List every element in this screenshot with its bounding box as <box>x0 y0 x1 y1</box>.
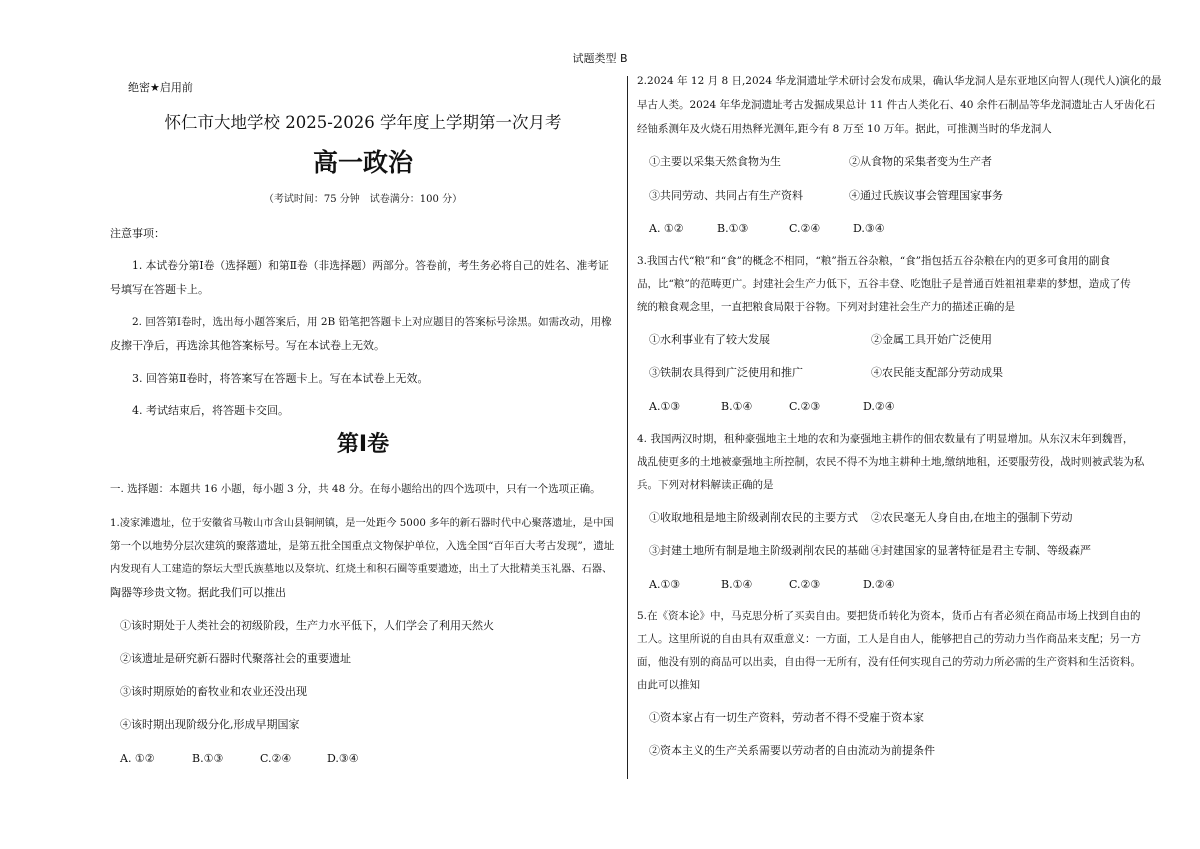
q3-statement-2: ②金属工具开始广泛使用 <box>871 333 992 346</box>
q1-option-c: C.②④ <box>260 752 292 765</box>
exam-info: （考试时间：75 分钟 试卷满分：100 分） <box>263 194 463 205</box>
q5-line2: 工人。这里所说的自由具有双重意义：一方面，工人是自由人，能够把自己的劳动力当作商品来支配；另一方 <box>637 633 1141 645</box>
q1-option-a: A. ①② <box>120 752 155 765</box>
exam-title: 怀仁市大地学校 2025-2026 学年度上学期第一次月考 <box>164 113 562 132</box>
q3-option-b: B.①④ <box>721 400 753 413</box>
q2-option-b: B.①③ <box>717 222 749 235</box>
confidential-label: 绝密★启用前 <box>128 81 193 94</box>
notice-title: 注意事项： <box>110 227 165 240</box>
q1-line3: 内发现有人工建造的祭坛大型氏族墓地以及祭坑、红烧土和积石圈等重要遗迹，出土了大批精美玉礼器、石器、 <box>110 563 613 575</box>
q2-line2: 早古人类。2024 年华龙洞遗址考古发掘成果总计 11 件古人类化石、40 余件石制品等华龙洞遗址古人牙齿化石 <box>637 99 1156 111</box>
q1-option-d: D.③④ <box>327 752 359 765</box>
q5-line3: 面，他没有别的商品可以出卖，自由得一无所有，没有任何实现自己的劳动力所必需的生产资料和生活资料。 <box>637 656 1141 668</box>
q1-line1: 1.凌家滩遗址，位于安徽省马鞍山市含山县铜闸镇，是一处距今 5000 多年的新石器时代中心聚落遗址，是中国 <box>110 517 614 529</box>
notice-4: 4. 考试结束后，将答题卡交回。 <box>132 404 289 417</box>
q4-statement-4: ④封建国家的显著特征是君主专制、等级森严 <box>871 544 1091 557</box>
q3-statement-3: ③铁制农具得到广泛使用和推广 <box>649 366 803 379</box>
subject-title: 高一政治 <box>312 148 413 177</box>
q3-option-d: D.②④ <box>863 400 895 413</box>
q3-line3: 统的粮食观念里，一直把粮食局限于谷物。下列对封建社会生产力的描述正确的是 <box>637 301 1015 313</box>
paper-type-label: 试题类型 B <box>572 52 628 65</box>
notice-1-line1: 1. 本试卷分第Ⅰ卷（选择题）和第Ⅱ卷（非选择题）两部分。答卷前，考生务必将自己的姓名、准考证 <box>132 259 609 272</box>
q1-statement-3: ③该时期原始的畜牧业和农业还没出现 <box>120 685 307 698</box>
q2-option-a: A. ①② <box>649 222 684 235</box>
q4-statement-3: ③封建土地所有制是地主阶级剥削农民的基础 <box>649 544 869 557</box>
q2-line3: 经铀系测年及火烧石用热释光测年,距今有 8 万至 10 万年。据此，可推测当时的华龙洞人 <box>637 123 1052 135</box>
q3-line2: 品，比“粮”的范畴更广。封建社会生产力低下，五谷丰登、吃饱肚子是普通百姓祖祖辈辈的梦想，造成了传 <box>637 278 1131 290</box>
q4-line2: 战乱使更多的土地被豪强地主所控制，农民不得不为地主耕种土地,缴纳地租，还要服劳役，战时则被武装为私 <box>637 456 1145 468</box>
q1-line2: 第一个以地势分层次建筑的聚落遗址，是第五批全国重点文物保护单位，入选全国“百年百大考古发现”，遗址 <box>110 540 615 552</box>
notice-1-line2: 号填写在答题卡上。 <box>110 283 209 296</box>
q3-option-a: A.①③ <box>649 400 681 413</box>
q2-statement-4: ④通过氏族议事会管理国家事务 <box>849 189 1003 202</box>
q5-line4: 由此可以推知 <box>637 679 700 691</box>
notice-3: 3. 回答第Ⅱ卷时，将答案写在答题卡上。写在本试卷上无效。 <box>132 372 429 385</box>
q2-option-d: D.③④ <box>853 222 885 235</box>
q4-statement-1: ①收取地租是地主阶级剥削农民的主要方式 <box>649 511 858 524</box>
q1-statement-1: ①该时期处于人类社会的初级阶段，生产力水平低下，人们学会了利用天然火 <box>120 619 494 632</box>
q4-statement-2: ②农民毫无人身自由,在地主的强制下劳动 <box>871 511 1073 524</box>
q2-line1: 2.2024 年 12 月 8 日,2024 华龙洞遗址学术研讨会发布成果，确认华龙洞人是东亚地区向智人(现代人)演化的最 <box>637 75 1162 87</box>
q4-option-a: A.①③ <box>649 578 681 591</box>
q4-line1: 4. 我国两汉时期，租种豪强地主土地的农和为豪强地主耕作的佃农数量有了明显增加。从东汉末年到魏晋， <box>637 433 1134 445</box>
q4-line3: 兵。下列对材料解读正确的是 <box>637 479 774 491</box>
column-divider <box>627 76 628 779</box>
volume-title: 第Ⅰ卷 <box>336 432 390 457</box>
q3-option-c: C.②③ <box>789 400 821 413</box>
q3-line1: 3.我国古代“粮”和“食”的概念不相同，“粮”指五谷杂粮，“食”指包括五谷杂粮在内的更多可食用的副食 <box>637 255 1110 267</box>
notice-2-line2: 皮擦干净后，再选涂其他答案标号。写在本试卷上无效。 <box>110 339 385 352</box>
q2-option-c: C.②④ <box>789 222 821 235</box>
q1-statement-4: ④该时期出现阶级分化,形成早期国家 <box>120 718 300 731</box>
q4-option-d: D.②④ <box>863 578 895 591</box>
section-heading: 一. 选择题：本题共 16 小题，每小题 3 分，共 48 分。在每小题给出的四个选项中，只有一个选项正确。 <box>110 483 601 495</box>
q4-option-c: C.②③ <box>789 578 821 591</box>
q3-statement-1: ①水利事业有了较大发展 <box>649 333 770 346</box>
q5-line1: 5.在《资本论》中，马克思分析了买卖自由。要把货币转化为资本，货币占有者必须在商品市场上找到自由的 <box>637 610 1141 622</box>
q1-option-b: B.①③ <box>192 752 224 765</box>
q5-statement-1: ①资本家占有一切生产资料，劳动者不得不受雇于资本家 <box>649 711 924 724</box>
notice-2-line1: 2. 回答第Ⅰ卷时，选出每小题答案后，用 2B 铅笔把答题卡上对应题目的答案标号涂黑。如需改动，用橡 <box>132 316 612 328</box>
q5-statement-2: ②资本主义的生产关系需要以劳动者的自由流动为前提条件 <box>649 744 935 757</box>
q4-option-b: B.①④ <box>721 578 753 591</box>
q2-statement-1: ①主要以采集天然食物为生 <box>649 155 781 168</box>
q2-statement-3: ③共同劳动、共同占有生产资料 <box>649 189 803 202</box>
q1-line4: 陶器等珍贵文物。据此我们可以推出 <box>110 586 286 599</box>
q2-statement-2: ②从食物的采集者变为生产者 <box>849 155 992 168</box>
q3-statement-4: ④农民能支配部分劳动成果 <box>871 366 1003 379</box>
q1-statement-2: ②该遗址是研究新石器时代聚落社会的重要遗址 <box>120 652 351 665</box>
